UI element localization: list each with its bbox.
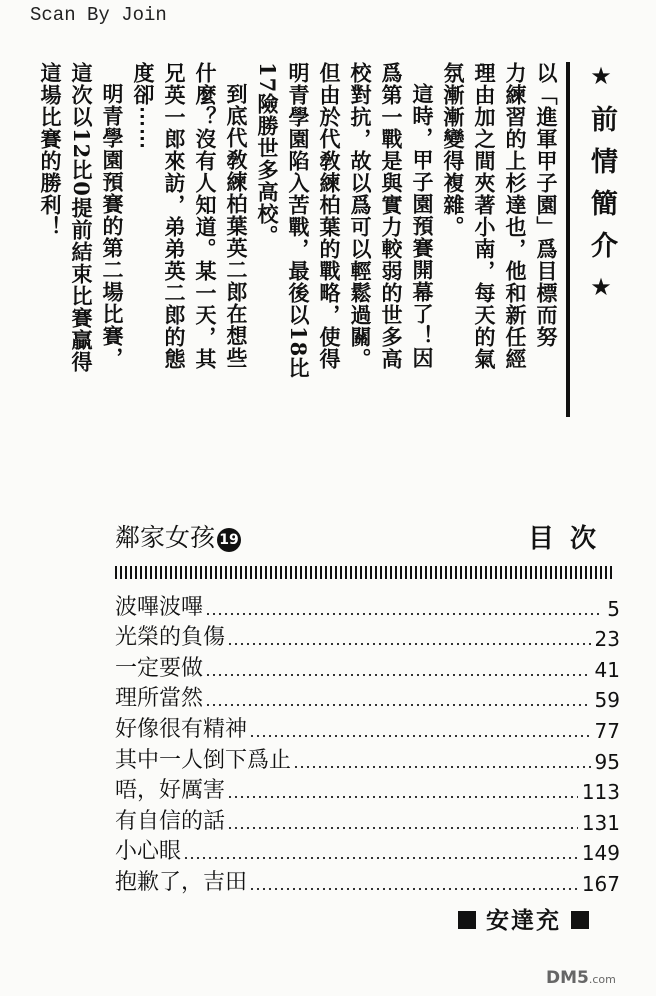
square-icon xyxy=(571,911,589,929)
toc-leader-dots xyxy=(185,857,578,859)
synopsis-column-text: 什麼？沒有人知道。某一天，其 xyxy=(193,62,218,370)
synopsis-column-text: 理由加之間夾著小南，每天的氣 xyxy=(472,62,497,370)
synopsis-column xyxy=(469,62,500,442)
toc-entry-title: 光榮的負傷 xyxy=(115,625,226,651)
toc-list xyxy=(115,590,620,896)
toc-leader-dots xyxy=(229,827,578,829)
toc-entry-page: 41 xyxy=(594,657,620,682)
synopsis-column-text: 明青學園陷入苦戰，最後以18比 xyxy=(286,62,311,380)
toc-entry-title: 抱歉了，吉田 xyxy=(115,869,248,895)
synopsis-column xyxy=(500,62,531,442)
synopsis-column xyxy=(314,62,345,442)
synopsis-column xyxy=(35,62,66,442)
synopsis-column xyxy=(190,62,221,442)
toc-leader-dots xyxy=(251,735,591,737)
synopsis-column-text: 這場比賽的勝利！ xyxy=(38,62,63,238)
synopsis-column-text: 爲第一戰是與實力較弱的世多高 xyxy=(379,62,404,370)
toc-entry xyxy=(115,590,620,621)
watermark-suffix: .com xyxy=(588,973,616,986)
synopsis-column xyxy=(376,62,407,442)
square-icon xyxy=(458,911,476,929)
toc-entry-page: 113 xyxy=(581,780,620,805)
toc-entry xyxy=(115,651,620,682)
series-title-label: 鄰家女孩 xyxy=(115,523,216,552)
toc-entry xyxy=(115,621,620,652)
toc-entry-page: 77 xyxy=(594,718,620,743)
toc-entry xyxy=(115,743,620,774)
synopsis-column-text: 兄英一郎來訪，弟弟英二郎的態 xyxy=(162,62,187,370)
synopsis-column-text: 到底代敎練柏葉英二郎在想些 xyxy=(224,83,249,369)
toc-entry xyxy=(115,865,620,896)
toc-leader-dots xyxy=(229,796,578,798)
synopsis-column xyxy=(159,62,190,442)
synopsis-column-text: 校對抗，故以爲可以輕鬆過關。 xyxy=(348,62,373,370)
toc-entry-title: 波嗶波嗶 xyxy=(115,594,204,620)
toc-entry xyxy=(115,712,620,743)
toc-entry-page: 59 xyxy=(594,688,620,713)
watermark-main: DM5 xyxy=(546,968,589,988)
toc-entry-page: 131 xyxy=(581,810,620,835)
toc-entry-page: 5 xyxy=(607,596,620,621)
toc-leader-dots xyxy=(251,888,578,890)
toc-leader-dots xyxy=(295,766,591,768)
star-icon: ★ xyxy=(587,62,615,105)
toc-entry-title: 理所當然 xyxy=(115,686,204,712)
synopsis-column-text: 度卻⋯⋯ xyxy=(131,62,156,150)
synopsis-column-text: 明青學園預賽的第二場比賽， xyxy=(100,83,125,369)
toc-leader-dots xyxy=(229,643,591,645)
toc-entry xyxy=(115,774,620,805)
site-watermark xyxy=(546,968,616,988)
synopsis-column xyxy=(345,62,376,442)
toc-entry-page: 149 xyxy=(581,841,620,866)
toc-entry-title: 有自信的話 xyxy=(115,808,226,834)
synopsis-column-text: 這時，甲子園預賽開幕了！因 xyxy=(410,83,435,369)
series-title xyxy=(115,518,241,554)
toc-entry-title: 好像很有精神 xyxy=(115,716,248,742)
synopsis-column-text: 力練習的上杉達也，他和新任經 xyxy=(503,62,528,370)
toc-entry-title: 一定要做 xyxy=(115,655,204,681)
author-name: 安達充 xyxy=(486,908,562,934)
synopsis-column xyxy=(128,62,159,442)
toc-entry-page: 23 xyxy=(594,627,620,652)
toc-entry-title: 唔，好厲害 xyxy=(115,778,226,804)
synopsis-column-text: 但由於代敎練柏葉的戰略，使得 xyxy=(317,62,342,370)
toc-entry-title: 小心眼 xyxy=(115,839,182,865)
synopsis-column xyxy=(283,62,314,442)
synopsis-heading-bar xyxy=(566,62,617,417)
synopsis-column-text: 17險勝世多高校。 xyxy=(255,62,280,248)
toc-leader-dots xyxy=(207,704,591,706)
synopsis-column xyxy=(252,62,283,442)
synopsis-column xyxy=(221,62,252,442)
toc-leader-dots xyxy=(207,613,603,615)
synopsis-column xyxy=(407,62,438,442)
synopsis-text xyxy=(38,62,562,442)
toc-header xyxy=(115,518,612,558)
toc-leader-dots xyxy=(207,674,591,676)
synopsis-heading xyxy=(582,62,621,316)
toc-entry-page: 95 xyxy=(594,749,620,774)
synopsis-heading-label: 前情簡介 xyxy=(586,105,617,273)
scan-credit: Scan By Join xyxy=(30,4,167,26)
author xyxy=(458,902,589,935)
toc-entry-page: 167 xyxy=(581,871,620,896)
synopsis-column xyxy=(66,62,97,442)
toc-entry xyxy=(115,682,620,713)
synopsis-column xyxy=(531,62,562,442)
toc-label: 目次 xyxy=(527,524,612,554)
volume-badge: 19 xyxy=(217,528,241,552)
toc-divider xyxy=(115,566,612,579)
synopsis-column xyxy=(97,62,128,442)
toc-entry-title: 其中一人倒下爲止 xyxy=(115,747,292,773)
synopsis-column-text: 氛漸漸變得複雜。 xyxy=(441,62,466,238)
toc-entry xyxy=(115,835,620,866)
star-icon: ★ xyxy=(587,273,615,316)
synopsis-column-text: 以「進軍甲子園」爲目標而努 xyxy=(534,62,559,348)
synopsis-column-text: 這次以12比0提前結束比賽贏得 xyxy=(69,62,94,373)
toc-entry xyxy=(115,804,620,835)
synopsis-column xyxy=(438,62,469,442)
